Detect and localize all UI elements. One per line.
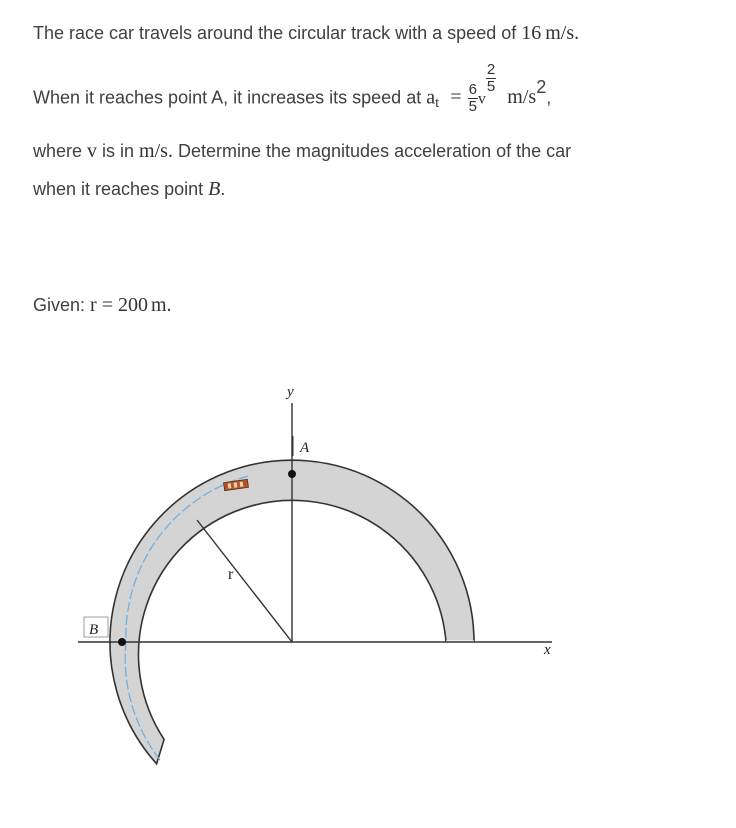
problem-line-2: When it reaches point A, it increases its speed at $a_t$ = $\frac{6}{5}$ v $\frac{2}{5}$ m/s2, bbox=[33, 61, 552, 115]
problem-line-1: The race car travels around the circular track with a speed of 16 m/s. bbox=[33, 22, 580, 44]
accel-power: 2 bbox=[536, 77, 547, 98]
speed-unit: m/s. bbox=[545, 22, 580, 44]
problem-line-3: where v is in m/s. Determine the magnitudes acceleration of the car bbox=[33, 140, 572, 162]
given-line: Given: r = 200 m. bbox=[33, 294, 172, 316]
exponent-fraction: $\frac{2}{5}$ bbox=[486, 61, 496, 95]
speed-value: 16 bbox=[521, 22, 542, 44]
at-subscript: t bbox=[435, 95, 440, 112]
label-x: x bbox=[544, 642, 551, 658]
point-b-text: B bbox=[208, 178, 221, 200]
label-r: r bbox=[228, 566, 234, 583]
accel-unit: m/s bbox=[507, 86, 537, 109]
label-b: B bbox=[89, 622, 99, 638]
equals-sign: = bbox=[450, 86, 462, 109]
label-y: y bbox=[287, 384, 294, 400]
radius-line bbox=[197, 520, 292, 642]
at-symbol: a bbox=[426, 86, 436, 109]
point-a-marker bbox=[288, 470, 296, 478]
problem-line-4: when it reaches point B. bbox=[33, 178, 226, 200]
variable-v: v bbox=[477, 90, 486, 108]
label-a: A bbox=[300, 440, 310, 456]
point-b-marker bbox=[118, 638, 126, 646]
coefficient-fraction: $\frac{6}{5}$ bbox=[468, 81, 477, 115]
